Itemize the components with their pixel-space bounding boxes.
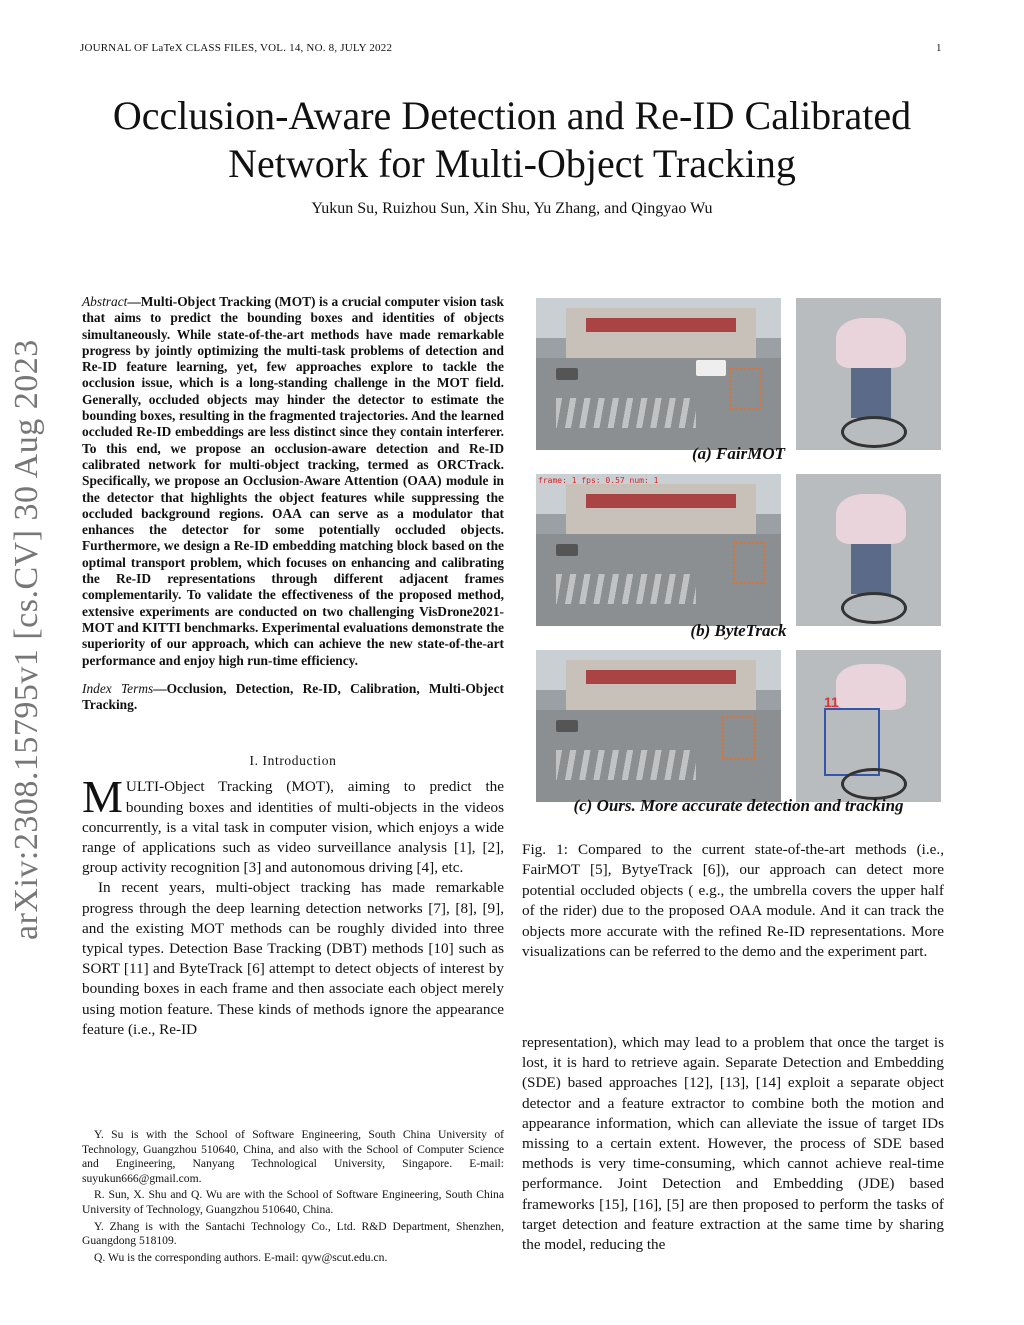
intro-paragraph-1 xyxy=(82,771,504,878)
author-list: Yukun Su, Ruizhou Sun, Xin Shu, Yu Zhang, and Qingyao Wu xyxy=(311,200,713,217)
abstract-text: —Multi-Object Tracking (MOT) is a crucial computer vision task that aims to predict the bounding boxes and identities of objects simultaneously. While state-of-the-art methods have made remarkable progress by jointly optimizing the multi-task problems of detection and Re-ID feature learning, yet, few approaches explore to tackle the occlusion issue, which is a long-standing challenge in the MOT field. Generally, occluded objects may hinder the detector to estimate the bounding boxes, resulting in the fragmented trajectories. And the learned occluded Re-ID embeddings are less distinct since they contain interferer. To this end, we propose an occlusion-aware detection and Re-ID calibrated network for multi-object tracking, termed as ORCTrack. Specifically, we propose an Occlusion-Aware Attention (OAA) module in the detector that highlights the object features while suppressing the occluded background regions. OAA can serve as a modulator that enhances the detector for some potentially occluded objects. Furthermore, we design a Re-ID embedding matching block based on the optimal transport problem, which focuses on enhancing and calibrating the Re-ID representations through different adjacent frames complementarily. To validate the effectiveness of the proposed method, extensive experiments are conducted on two challenging VisDrone2021-MOT and KITTI benchmarks. Experimental evaluations demonstrate the superiority of our approach, which can achieve the new state-of-the-art performance and enjoy high run-time efficiency. xyxy=(82,294,504,668)
zoom-image-a xyxy=(796,298,941,450)
page-number: 1 xyxy=(936,42,942,54)
subcaption-b: (b) ByteTrack xyxy=(690,621,787,640)
abstract xyxy=(82,294,504,669)
paper-title: Occlusion-Aware Detection and Re-ID Calibrated Network for Multi-Object Tracking xyxy=(112,93,912,186)
figure-row-b xyxy=(536,474,941,626)
index-terms-label: Index Terms xyxy=(82,680,154,696)
highlight-box-c xyxy=(722,716,756,760)
footnotes xyxy=(82,1128,504,1267)
scene-image-b xyxy=(536,474,781,626)
right-column-text: representation), which may lead to a problem that once the target is lost, it is hard to retrieve again. Separate Detection and Embedding (SDE) based approaches [12], [13], [14] exploit a separate object detector and a feature extractor to combine both the motion and appearance information, which can alleviate the issue of target IDs missing to a certain extent. However, the process of SDE based methods is very time-consuming, which cannot achieve real-time performance. Joint Detection and Embedding (JDE) based frameworks [15], [16], [5] are then proposed to perform the tasks of target detection and feature extraction at the same time by sharing the model, reducing the xyxy=(522,1034,944,1254)
footnote-3: Y. Zhang is with the Santachi Technology Co., Ltd. R&D Department, Shenzhen, Guangdong 518109. xyxy=(82,1219,504,1248)
figure-row-a xyxy=(536,298,941,450)
highlight-box-a xyxy=(729,368,761,410)
zoom-image-c xyxy=(796,650,941,802)
intro-p1-text: ULTI-Object Tracking (MOT), aiming to predict the bounding boxes and identities of multi-objects in the videos concurrently, is a vital task in computer vision, which enjoys a wide range of applications such as video surveillance analysis [1], [2], group activity recognition [3] and autonomous driving [4], etc. xyxy=(82,778,504,877)
highlight-box-b xyxy=(733,542,765,584)
footnote-2: R. Sun, X. Shu and Q. Wu are with the School of Software Engineering, South China University of Technology, Guangzhou 510640, China. xyxy=(82,1188,504,1216)
scene-image-c xyxy=(536,650,781,802)
arxiv-stamp: arXiv:2308.15795v1 [cs.CV] 30 Aug 2023 xyxy=(8,339,45,940)
footnote-1: Y. Su is with the School of Software Engineering, South China University of Technology, Guangzhou 510640, China, and also with the School of Computer Science and Engineering, Nanyang Technological University, Singapore. E-mail: suyukun666@gmail.com. xyxy=(82,1128,504,1185)
index-terms-text: —Occlusion, Detection, Re-ID, Calibration, Multi-Object Tracking. xyxy=(82,680,504,713)
track-id-label: 11 xyxy=(824,694,839,710)
drop-cap: M xyxy=(82,771,123,823)
subcaption-a: (a) FairMOT xyxy=(691,444,786,463)
footnote-4: Q. Wu is the corresponding authors. E-mail: qyw@scut.edu.cn. xyxy=(94,1250,388,1264)
abstract-label: Abstract xyxy=(82,294,128,309)
index-terms xyxy=(82,681,504,714)
subcaption-c: (c) Ours. More accurate detection and tracking xyxy=(573,796,904,815)
zoom-image-b xyxy=(796,474,941,626)
frame-label-b: frame: 1 fps: 0.57 num: 1 xyxy=(538,476,659,485)
figure-caption: Fig. 1: Compared to the current state-of-the-art methods (i.e., FairMOT [5], BytyeTrack [6]), our approach can detect more potential occluded objects ( e.g., the umbrella covers the upper half of the rider) due to the proposed OAA module. And it can track the objects more accurate with the refined Re-ID representations. More visualizations can be referred to the demo and the experiment part. xyxy=(522,841,944,961)
running-head: JOURNAL OF LaTeX CLASS FILES, VOL. 14, NO. 8, JULY 2022 xyxy=(80,42,393,54)
figure-row-c xyxy=(536,650,941,802)
scene-image-a xyxy=(536,298,781,450)
tracking-box-c xyxy=(824,708,880,776)
intro-paragraph-2: In recent years, multi-object tracking has made remarkable progress through the deep learning detection networks [7], [8], [9], and the existing MOT methods can be roughly divided into three typical types. Detection Base Tracking (DBT) methods [10] such as SORT [11] and ByteTrack [6] attempt to detect objects of interest by bounding boxes in each frame and then associate each object merely using motion feature. These kinds of methods ignore the appearance feature (i.e., Re-ID xyxy=(82,879,504,1038)
section-heading: I. Introduction xyxy=(249,753,337,769)
left-column xyxy=(82,294,504,1040)
